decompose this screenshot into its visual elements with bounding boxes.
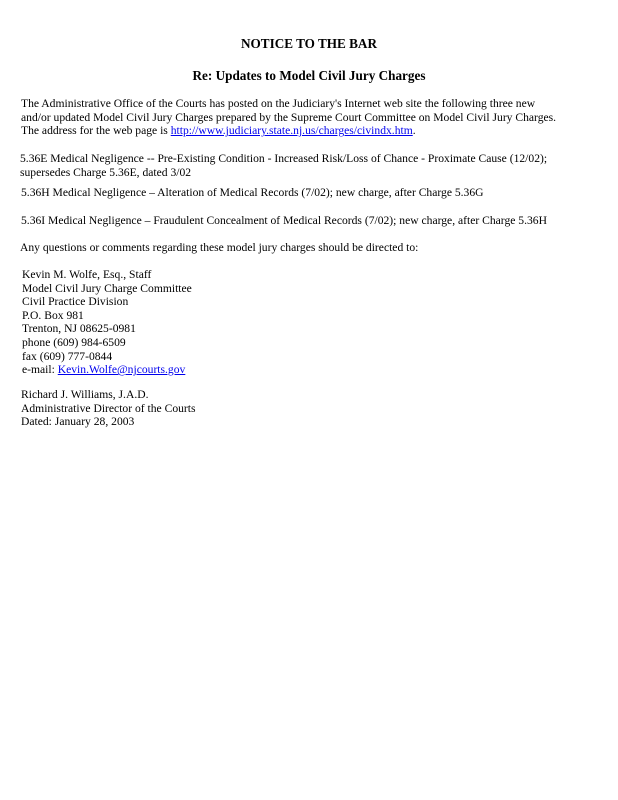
- signature-date: Dated: January 28, 2003: [21, 415, 135, 429]
- contact-email-label: e-mail:: [22, 363, 58, 377]
- charge-item-line-1: 5.36H Medical Negligence – Alteration of Medical Records (7/02); new charge, after Charge 5.36G: [21, 186, 484, 199]
- contact-phone: phone (609) 984-6509: [22, 335, 126, 349]
- questions-paragraph: [20, 241, 418, 255]
- charge-item-line-2: supersedes Charge 5.36E, dated 3/02: [20, 165, 192, 179]
- contact-division: Civil Practice Division: [22, 295, 129, 309]
- contact-committee: Model Civil Jury Charge Committee: [22, 281, 192, 295]
- intro-line-3-prefix: The address for the web page is: [21, 124, 171, 138]
- contact-block: [22, 268, 192, 377]
- contact-email-link[interactable]: Kevin.Wolfe@njcourts.gov: [57, 363, 186, 377]
- contact-name: Kevin M. Wolfe, Esq., Staff: [22, 268, 152, 281]
- charge-item-5-36e: [20, 152, 547, 179]
- contact-email-line: [22, 363, 192, 377]
- charge-item-5-36h: [21, 186, 484, 200]
- charges-web-link[interactable]: http://www.judiciary.state.nj.us/charges/civindx.htm: [170, 124, 413, 138]
- charge-item-5-36i: [21, 214, 547, 228]
- questions-text: Any questions or comments regarding these model jury charges should be directed to:: [20, 241, 419, 254]
- intro-line-3-suffix: .: [412, 124, 416, 138]
- intro-line-2: and/or updated Model Civil Jury Charges prepared by the Supreme Court Committee on Model Civil Jury Charges.: [21, 110, 557, 124]
- notice-title: NOTICE TO THE BAR: [241, 36, 377, 51]
- charge-item-line-1: 5.36E Medical Negligence -- Pre-Existing Condition - Increased Risk/Loss of Chance - Proximate Cause (12/02);: [20, 152, 548, 165]
- signature-title: Administrative Director of the Courts: [21, 401, 196, 415]
- contact-city: Trenton, NJ 08625-0981: [22, 322, 136, 336]
- contact-fax: fax (609) 777-0844: [22, 349, 113, 363]
- intro-line-1: The Administrative Office of the Courts has posted on the Judiciary's Internet web site the following three new: [21, 97, 536, 110]
- signature-name: Richard J. Williams, J.A.D.: [21, 388, 149, 401]
- notice-subtitle: Re: Updates to Model Civil Jury Charges: [192, 68, 426, 83]
- signature-block: [21, 388, 196, 429]
- intro-paragraph: [21, 97, 556, 138]
- contact-po-box: P.O. Box 981: [22, 308, 84, 322]
- charge-item-line-1: 5.36I Medical Negligence – Fraudulent Concealment of Medical Records (7/02); new charge, after Charge 5.36H: [21, 214, 547, 227]
- intro-line-3: [21, 124, 556, 138]
